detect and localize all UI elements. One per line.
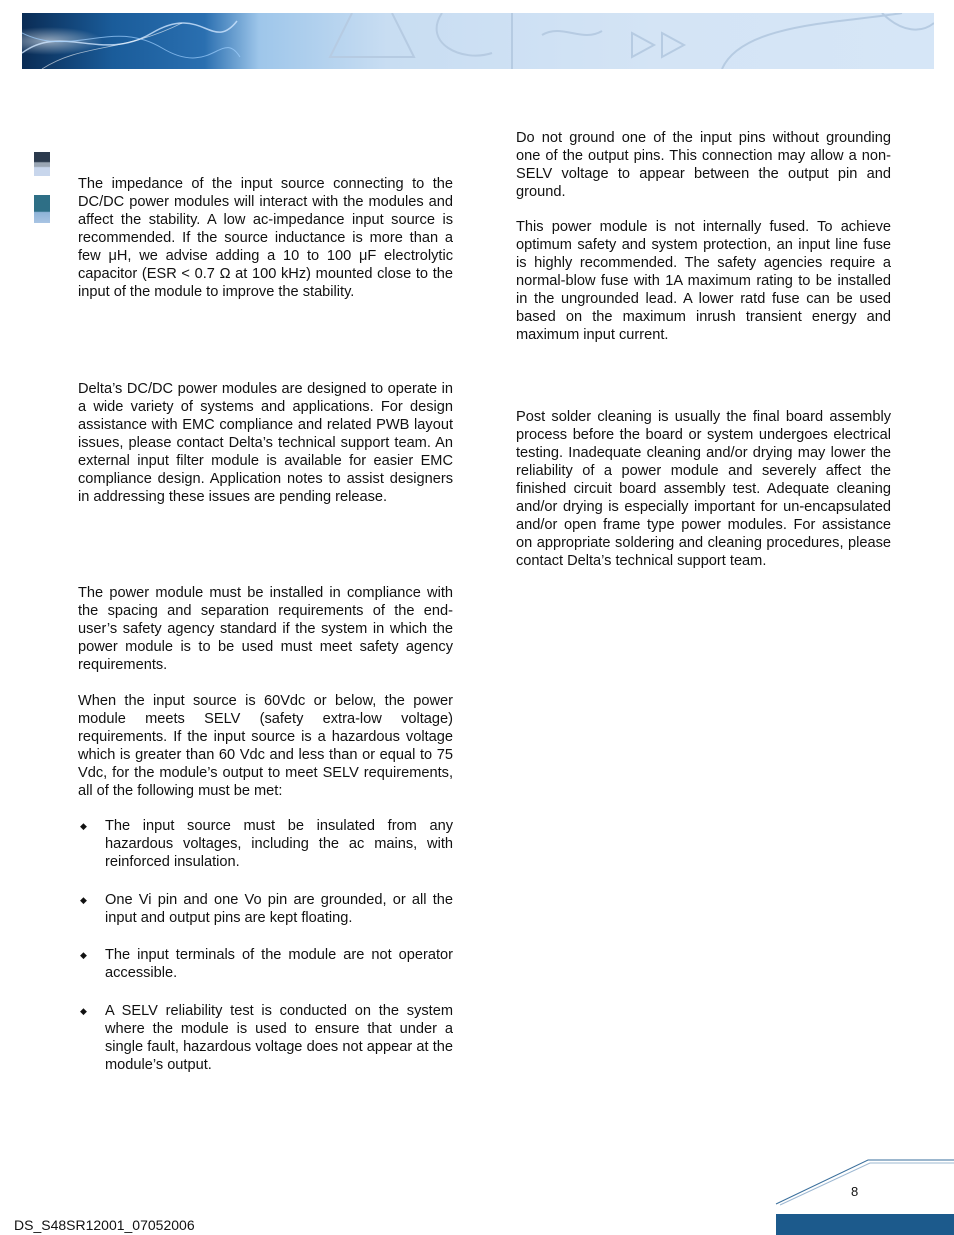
list-item: ◆ The input terminals of the module are not operator accessible. xyxy=(80,947,453,981)
safety-paragraph-1: The power module must be installed in compliance with the spacing and separation requirements of the end-user’s safety agency standard if the system in which the power module is to be used must meet safety agency requirements. xyxy=(78,585,453,673)
fusing-paragraph: This power module is not internally fused. To achieve optimum safety and system protection, an input line fuse is highly recommended. The safety agencies require a normal-blow fuse with 1A maximum rating to be installed in the ungrounded lead. A lower ratd fuse can be used based on the maximum inrush transient energy and maximum input current. xyxy=(516,219,891,343)
page-number: 8 xyxy=(851,1184,859,1199)
grounding-paragraph: Do not ground one of the input pins without grounding one of the output pins. This connection may allow a non-SELV voltage to appear between the output pin and ground. xyxy=(516,130,891,200)
list-item: ◆ The input source must be insulated from any hazardous voltages, including the ac mains, with reinforced insulation. xyxy=(80,818,453,870)
input-source-impedance-paragraph: The impedance of the input source connecting to the DC/DC power modules will interact with the modules and affect the stability. A low ac-impedance input source is recommended. If the source inductance is more than a few μH, we advise adding a 10 to 100 μF electrolytic capacitor (ESR < 0.7 Ω at 100 kHz) mounted close to the input of the module to improve the stability. xyxy=(78,176,453,300)
diamond-bullet-icon: ◆ xyxy=(80,821,87,831)
document-code: DS_S48SR12001_07052006 xyxy=(14,1217,195,1233)
list-item: ◆ A SELV reliability test is conducted on the system where the module is used to ensure that under a single fault, hazardous voltage does not appear at the module’s output. xyxy=(80,1003,453,1073)
emc-paragraph: Delta’s DC/DC power modules are designed to operate in a wide variety of systems and applications. For design assistance with EMC compliance and related PWB layout issues, please contact Delta’s technical support team. An external input filter module is available for easier EMC compliance design. Application notes to assist designers in addressing these issues are pending release. xyxy=(78,381,453,505)
diamond-bullet-icon: ◆ xyxy=(80,895,87,905)
list-item: ◆ One Vi pin and one Vo pin are grounded, or all the input and output pins are kept floating. xyxy=(80,892,453,926)
safety-paragraph-2: When the input source is 60Vdc or below, the power module meets SELV (safety extra-low voltage) requirements. If the input source is a hazardous voltage which is greater than 60 Vdc and less than or equal to 75 Vdc, for the module’s output to meet SELV requirements, all of the following must be met: xyxy=(78,693,453,799)
diamond-bullet-icon: ◆ xyxy=(80,1006,87,1016)
diamond-bullet-icon: ◆ xyxy=(80,950,87,960)
soldering-cleaning-paragraph: Post solder cleaning is usually the final board assembly process before the board or system undergoes electrical testing. Inadequate cleaning and/or drying may lower the reliability of a power module and severely affect the finished circuit board assembly test. Adequate cleaning and/or drying is especially important for un-encapsulated and/or open frame type power modules. For assistance on appropriate soldering and cleaning procedures, please contact Delta’s technical support team. xyxy=(516,409,891,569)
